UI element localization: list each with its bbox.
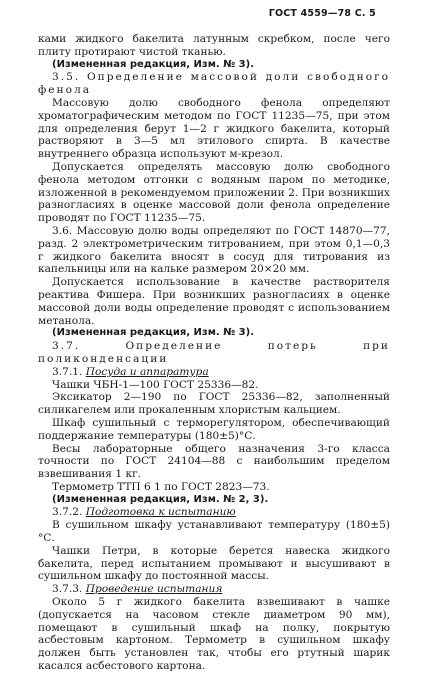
document-body [38,33,390,673]
revision-note: (Измененная редакция, Изм. № 3). [52,58,255,70]
paragraph: Чашки ЧБН-1—100 ГОСТ 25336—82. [52,378,259,391]
section-heading: 3.7. Определение потерь при поликонденсации [38,340,390,365]
paragraph: Массовую долю свободного фенола определяют хроматографическим методом по ГОСТ 11235—75, при этом для определения берут 1—2 г жидкого бакелита, который растворяют в 3—5 мл этилового спирта. В качестве внутреннего образца используют м-крезол. [38,96,390,161]
subsection-heading [38,366,390,379]
paragraph: В сушильном шкафу устанавливают температуру (180±5)°С. [38,519,390,545]
section-heading: 3.5. Определение массовой доли свободного фенола [38,71,390,97]
paragraph: Шкаф сушильный с терморегулятором, обеспечивающий поддержание температуры (180±5)°С. [38,416,390,442]
subsection-heading [38,583,390,596]
paragraph: Допускается определять массовую долю свободного фенола методом отгонки с водяным паром по методике, изложенной в рекомендуемом приложении 2. При возникших разногласиях в оценке массовой доли фенола определение проводят по ГОСТ 11235—75. [38,160,390,225]
paragraph: Весы лабораторные общего назначения 3-го класса точности по ГОСТ 24104—88 с наибольшим пределом взвешивания 1 кг. [38,442,390,481]
revision-note: (Измененная редакция, Изм. № 2, 3). [52,493,269,505]
subsection-heading-text: 3.7.2. Подготовка к испытанию [52,506,236,519]
page-header: ГОСТ 4559—78 С. 5 [268,8,376,19]
subsection-heading [38,506,390,519]
subsection-heading-text: 3.7.3. Проведение испытания [52,583,223,596]
paragraph: Около 5 г жидкого бакелита взвешивают в чашке (допускается на часовом стекле диаметром 90 мм), помещают в сушильный шкаф на полку, покрытую асбестовым картоном. Термометр в сушильном шкафу должен быть установлен так, чтобы его ртутный шарик касался асбестового картона. [38,596,390,673]
paragraph: Допускается использование в качестве растворителя реактива Фишера. При возникших разногласиях в оценке массовой доли воды определение проводят с использованием метанола. [38,276,390,327]
paragraph: ками жидкого бакелита латунным скребком, после чего плиту протирают чистой тканью. [38,33,390,58]
paragraph: Термометр ТТП 6 1 по ГОСТ 2823—73. [52,480,270,493]
paragraph: Эксикатор 2—190 по ГОСТ 25336—82, заполненный силикагелем или прокаленным хлористым кальцием. [38,391,390,417]
subsection-heading-text: 3.7.1. Посуда и аппаратура [52,365,209,378]
paragraph: 3.6. Массовую долю воды определяют по ГОСТ 14870—77, разд. 2 электрометрическим титрованием, при этом 0,1—0,3 г жидкого бакелита вносят в сосуд для титрования из капельницы или на кальке размером 20×20 мм. [38,224,390,276]
paragraph: Чашки Петри, в которые берется навеска жидкого бакелита, перед испытанием промывают и высушивают в сушильном шкафу до постоянной массы. [38,544,390,583]
revision-note: (Измененная редакция, Изм. № 3). [52,327,255,339]
